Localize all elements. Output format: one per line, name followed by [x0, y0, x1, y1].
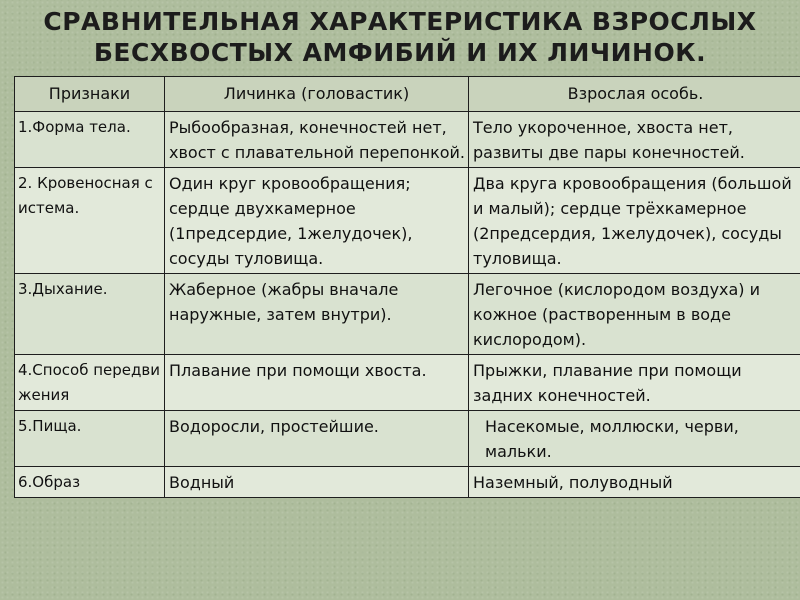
- larva-cell: Жаберное (жабры вначале наружные, затем внутри).: [165, 274, 469, 355]
- adult-cell: Легочное (кислородом воздуха) и кожное (растворенным в воде кислородом).: [469, 274, 800, 355]
- feature-cell: 5.Пища.: [15, 411, 165, 467]
- adult-cell: Тело укороченное, хвоста нет, развиты две пары конечностей.: [469, 112, 800, 168]
- feature-cell: 6.Образ: [15, 467, 165, 498]
- table-header-row: [15, 77, 800, 112]
- larva-cell: Один круг кровообращения; сердце двухкамерное (1предсердие, 1желудочек), сосуды туловища.: [165, 168, 469, 274]
- feature-cell: 4.Способ передвижения: [15, 355, 165, 411]
- slide-title-line-2: БЕСХВОСТЫХ АМФИБИЙ И ИХ ЛИЧИНОК.: [93, 38, 707, 67]
- header-adult: Взрослая особь.: [469, 77, 800, 112]
- adult-cell: Наземный, полуводный: [469, 467, 800, 498]
- slide-title: [0, 6, 800, 68]
- table-row: [15, 355, 800, 411]
- table-row: [15, 274, 800, 355]
- comparison-table: [14, 76, 800, 498]
- header-features: Признаки: [15, 77, 165, 112]
- slide-title-line-1: СРАВНИТЕЛЬНАЯ ХАРАКТЕРИСТИКА ВЗРОСЛЫХ: [43, 7, 757, 36]
- table-row: [15, 467, 800, 498]
- feature-cell: 3.Дыхание.: [15, 274, 165, 355]
- larva-cell: Рыбообразная, конечностей нет, хвост с плавательной перепонкой.: [165, 112, 469, 168]
- larva-cell: Водоросли, простейшие.: [165, 411, 469, 467]
- adult-cell: Насекомые, моллюски, черви, мальки.: [469, 411, 800, 467]
- feature-cell: 2. Кровеносная система.: [15, 168, 165, 274]
- table-row: [15, 411, 800, 467]
- table-row: [15, 168, 800, 274]
- adult-cell: Прыжки, плавание при помощи задних конечностей.: [469, 355, 800, 411]
- larva-cell: Водный: [165, 467, 469, 498]
- table-row: [15, 112, 800, 168]
- larva-cell: Плавание при помощи хвоста.: [165, 355, 469, 411]
- feature-cell: 1.Форма тела.: [15, 112, 165, 168]
- header-larva: Личинка (головастик): [165, 77, 469, 112]
- adult-cell: Два круга кровообращения (большой и малый); сердце трёхкамерное (2предсердия, 1желудочек), сосуды туловища.: [469, 168, 800, 274]
